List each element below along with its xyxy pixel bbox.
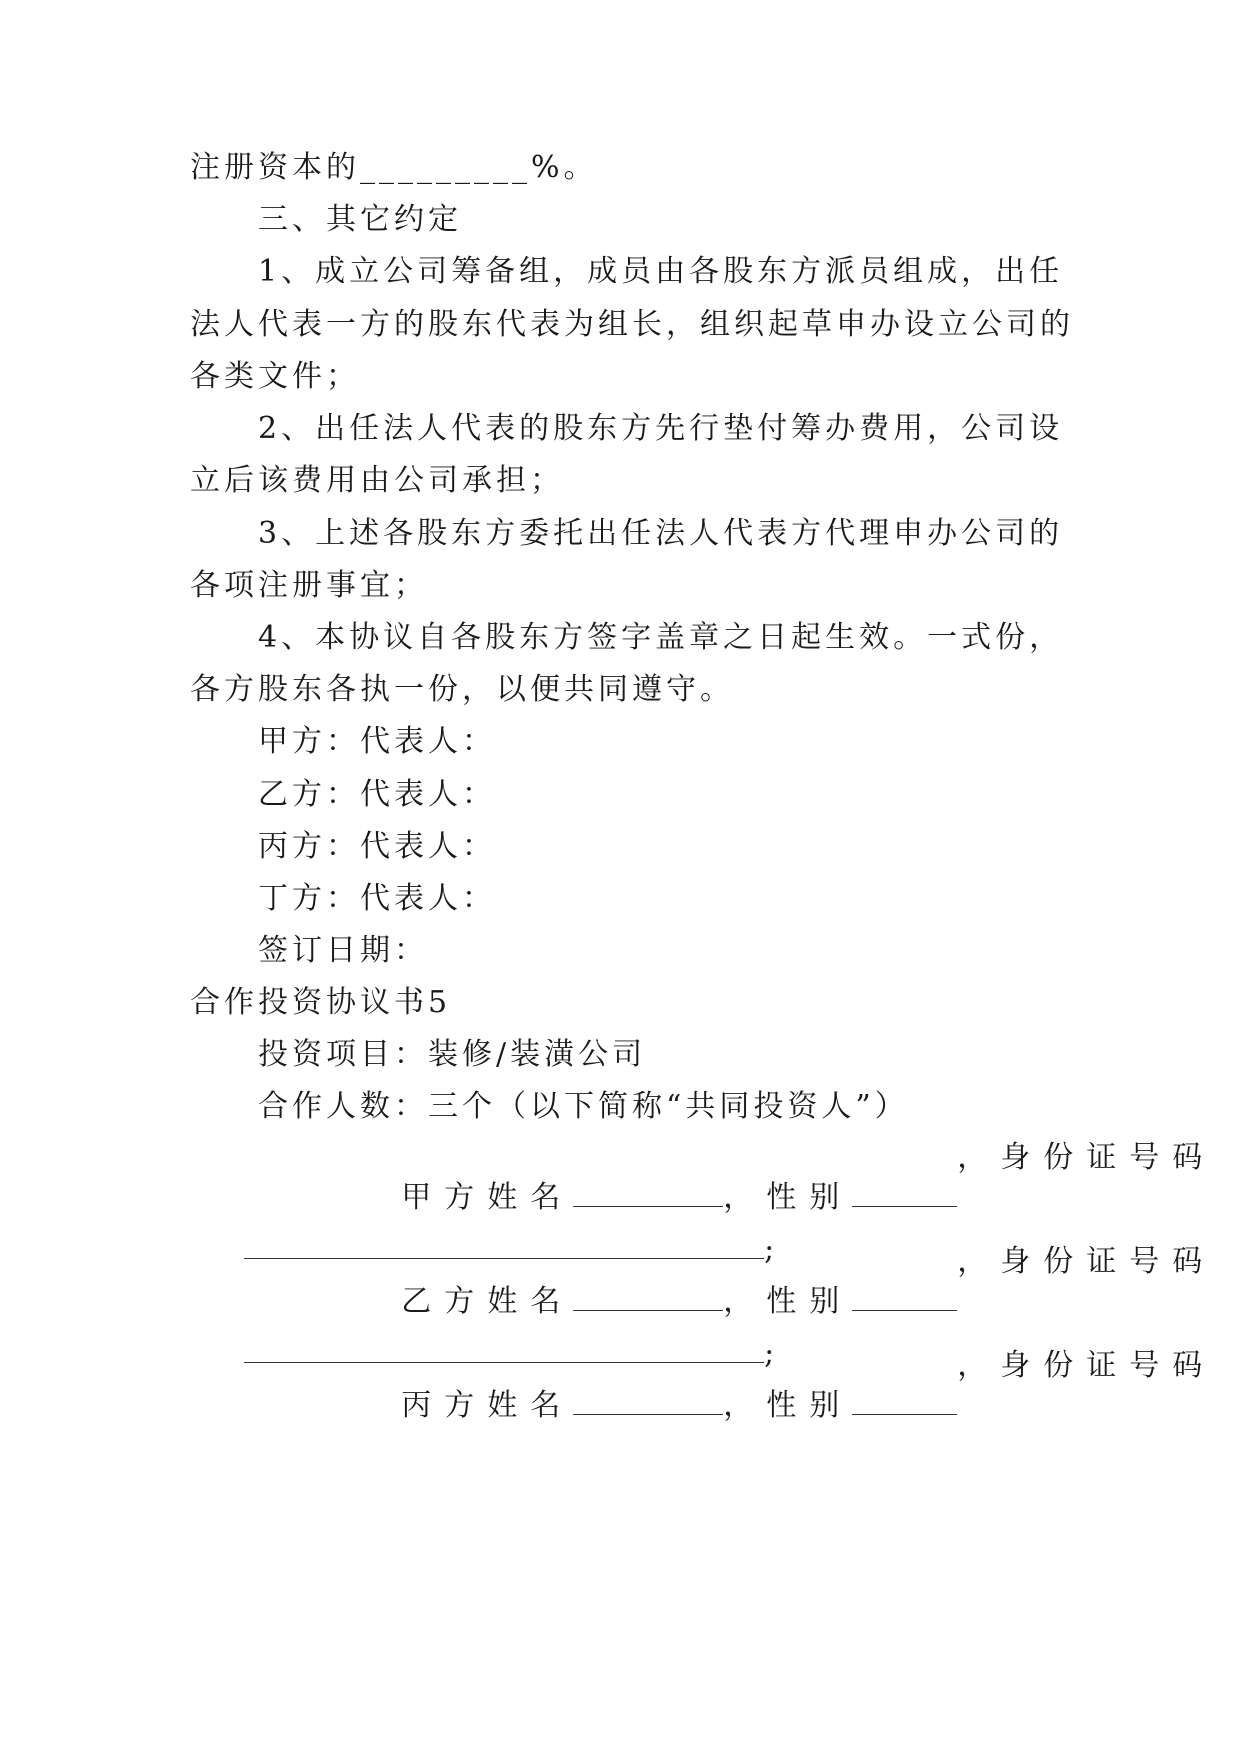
party-b-id-label: ，身份证号码 (957, 1244, 1216, 1279)
paragraph-line: 各项注册事宜； (190, 568, 428, 603)
party-b-name-label: 乙方姓名 (401, 1284, 574, 1319)
paragraph-line: 各类文件； (190, 359, 360, 394)
party-b-gender-label: ，性别 (723, 1284, 853, 1319)
paragraph-line: 2、出任法人代表的股东方先行垫付筹办费用，公司设 (258, 411, 1064, 446)
party-c-name-label: 丙方姓名 (401, 1388, 574, 1423)
section-heading: 三、其它约定 (258, 202, 462, 237)
party-c-name-blank (573, 1388, 723, 1415)
signature-line-party-a: 甲方：代表人： (258, 724, 496, 759)
signature-line-party-b: 乙方：代表人： (258, 777, 496, 812)
party-c-id-label: ，身份证号码 (957, 1348, 1216, 1383)
investment-project-line: 投资项目：装修/装潢公司 (258, 1037, 647, 1072)
signing-date-line: 签订日期： (258, 933, 428, 968)
partner-count-line: 合作人数：三个（以下简称“共同投资人”） (258, 1089, 909, 1124)
party-c-gender-label: ，性别 (723, 1388, 853, 1423)
party-a-name-label: 甲方姓名 (401, 1180, 574, 1215)
signature-line-party-c: 丙方：代表人： (258, 829, 496, 864)
party-a-id-label: ，身份证号码 (957, 1140, 1216, 1175)
paragraph-line: 3、上述各股东方委托出任法人代表方代理申办公司的 (258, 516, 1064, 551)
party-a-gender-label: ，性别 (723, 1180, 853, 1215)
paragraph-line: 各方股东各执一份，以便共同遵守。 (190, 672, 734, 707)
line-end-punctuation: ; (764, 1336, 779, 1371)
paragraph-line: 法人代表一方的股东代表为组长，组织起草申办设立公司的 (190, 307, 1074, 342)
party-c-gender-blank (852, 1388, 957, 1415)
party-b-gender-blank (852, 1284, 957, 1311)
paragraph-line: 4、本协议自各股东方签字盖章之日起生效。一式份， (258, 620, 1064, 655)
paragraph-line: 注册资本的_________%。 (190, 150, 598, 185)
signature-line-party-d: 丁方：代表人： (258, 881, 496, 916)
paragraph-line: 立后该费用由公司承担； (190, 463, 564, 498)
party-c-info-line (190, 1346, 1216, 1466)
line-end-punctuation: ; (764, 1232, 779, 1267)
party-a-gender-blank (852, 1180, 957, 1207)
document-title: 合作投资协议书5 (190, 985, 452, 1020)
paragraph-line: 1、成立公司筹备组，成员由各股东方派员组成，出任 (258, 254, 1064, 289)
